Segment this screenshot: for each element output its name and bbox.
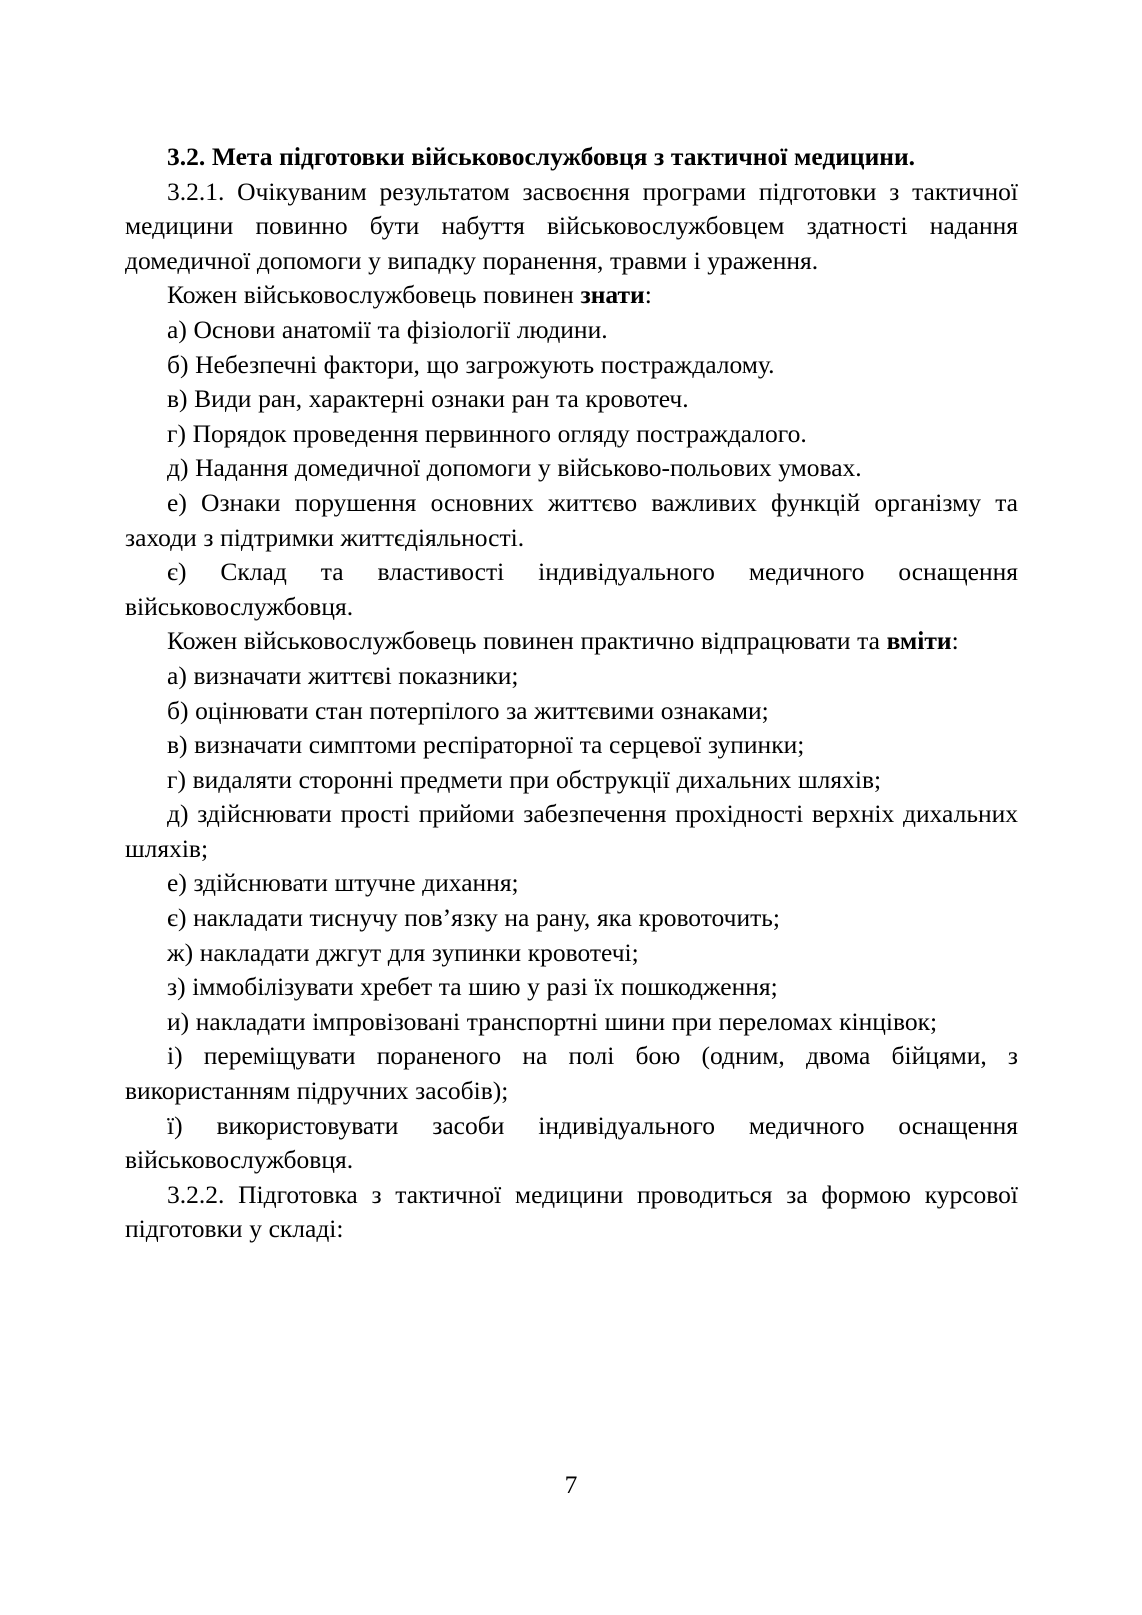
- paragraph-3-2-2: 3.2.2. Підготовка з тактичної медицини проводиться за формою курсової підготовки у складі:: [125, 1179, 1018, 1244]
- know-section-lead: [125, 278, 1018, 313]
- skill-item-d: д) здійснювати прості прийоми забезпечення прохідності верхніх дихальних шляхів;: [125, 799, 1018, 863]
- skill-item-h: г) видаляти сторонні предмети при обструкції дихальних шляхів;: [167, 764, 882, 794]
- know-lead-bold: знати: [580, 280, 645, 310]
- skill-item-yi: ї) використовувати засоби індивідуального медичного оснащення військовослужбовця.: [125, 1110, 1018, 1175]
- skills-lead-plain: Кожен військовослужбовець повинен практично відпрацювати та: [167, 626, 887, 656]
- skills-section-lead: [125, 624, 1018, 659]
- skills-lead-tail: :: [951, 626, 959, 656]
- know-item-h: г) Порядок проведення первинного огляду постраждалого.: [167, 418, 807, 448]
- paragraph-3-2-1: 3.2.1. Очікуваним результатом засвоєння програми підготовки з тактичної медицини повинно бути набуття військовослужбовцем здатності надання домедичної допомоги у випадку поранення, травми і ураження.: [125, 176, 1018, 275]
- text-column: [125, 140, 1018, 1247]
- know-item-ye: є) Склад та властивості індивідуального медичного оснащення військовослужбовця.: [125, 557, 1018, 621]
- know-item-v: в) Види ран, характерні ознаки ран та кровотеч.: [167, 384, 689, 414]
- skill-item-zh: ж) накладати джгут для зупинки кровотечі;: [167, 937, 639, 967]
- skill-item-ye: є) накладати тиснучу пов’язку на рану, яка кровоточить;: [167, 903, 780, 933]
- skills-lead-bold: вміти: [886, 626, 952, 656]
- know-item-b: б) Небезпечні фактори, що загрожують постраждалому.: [167, 349, 775, 379]
- know-item-a: а) Основи анатомії та фізіології людини.: [167, 314, 608, 344]
- skill-item-e: е) здійснювати штучне дихання;: [167, 868, 519, 898]
- section-heading: [125, 140, 1018, 175]
- page-number: 7: [564, 1470, 578, 1499]
- skill-item-z: з) іммобілізувати хребет та шию у разі їх пошкодження;: [167, 972, 778, 1002]
- skill-item-y: и) накладати імпровізовані транспортні шини при переломах кінцівок;: [167, 1006, 938, 1036]
- know-item-d: д) Надання домедичної допомоги у військово-польових умовах.: [167, 453, 862, 483]
- section-heading-text: 3.2. Мета підготовки військовослужбовця з тактичної медицини.: [167, 142, 916, 171]
- know-item-e: е) Ознаки порушення основних життєво важливих функцій організму та заходи з підтримки життєдіяльності.: [125, 487, 1018, 552]
- skill-item-v: в) визначати симптоми респіраторної та серцевої зупинки;: [167, 730, 805, 760]
- know-lead-tail: :: [644, 280, 652, 310]
- skill-item-i: і) переміщувати пораненого на полі бою (одним, двома бійцями, з використанням підручних засобів);: [125, 1041, 1018, 1106]
- skill-item-b: б) оцінювати стан потерпілого за життєвими ознаками;: [167, 695, 769, 725]
- skill-item-a: а) визначати життєві показники;: [167, 660, 519, 690]
- know-lead-plain: Кожен військовослужбовець повинен: [167, 280, 581, 310]
